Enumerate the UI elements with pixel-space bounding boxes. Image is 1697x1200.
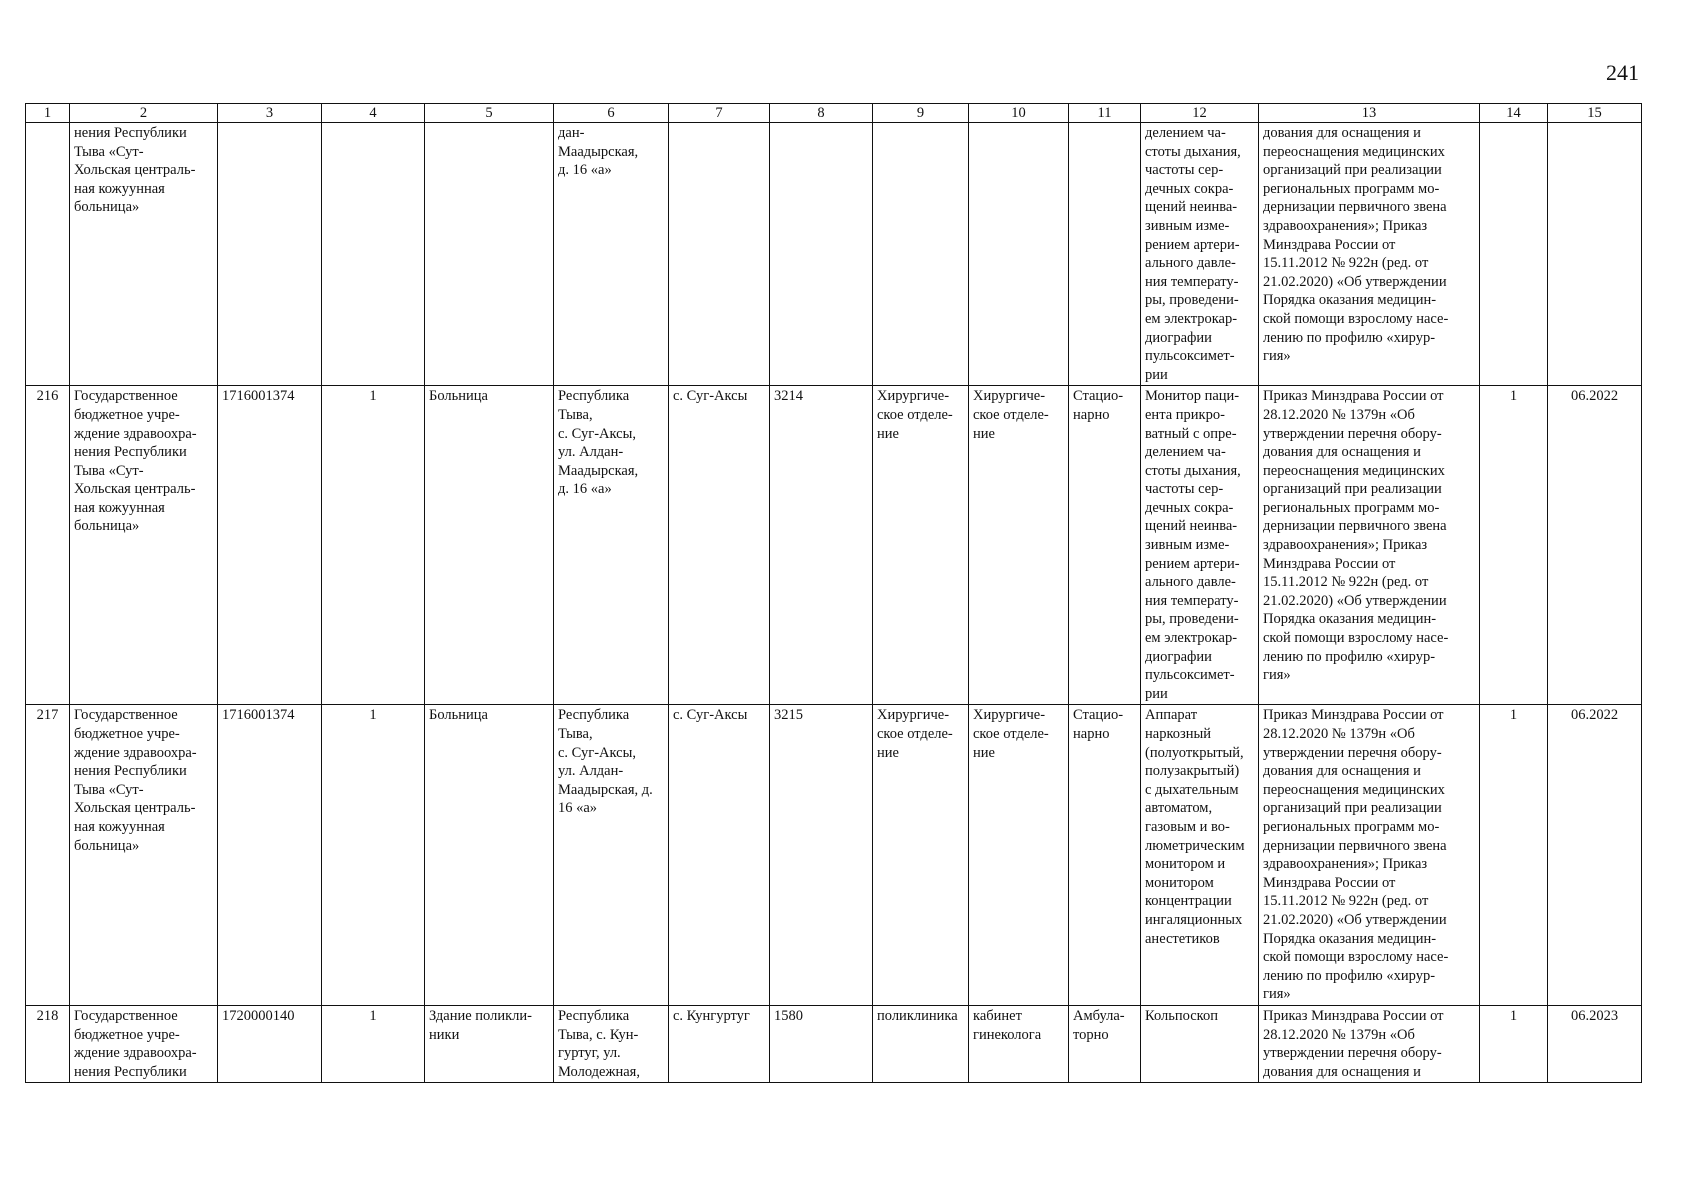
legal-basis-cell: Приказ Минздрава России от 28.12.2020 № 1379н «Об утверждении перечня обору- дования для оснащения и переоснащения медицинских организаций при реализации региональных программ мо- дернизации первичного звена здравоохранения»; Приказ Минздрава России от 15.11.2012 № 922н (ред. от 21.02.2020) «Об утверждении Порядка оказания медицин- ской помощи взрослому насе- лению по профилю «хирур- гия» xyxy=(1259,386,1480,705)
table-row xyxy=(26,123,1642,386)
page-number: 241 xyxy=(1606,60,1639,85)
date-cell: 06.2022 xyxy=(1548,705,1642,1006)
legal-basis-cell: дования для оснащения и переоснащения медицинских организаций при реализации региональных программ мо- дернизации первичного звена здравоохранения»; Приказ Минздрава России от 15.11.2012 № 922н (ред. от 21.02.2020) «Об утверждении Порядка оказания медицин- ской помощи взрослому насе- лению по профилю «хирур- гия» xyxy=(1259,123,1480,386)
building-cell xyxy=(425,123,554,386)
institution-cell: Государственное бюджетное учре- ждение здравоохра- нения Республики Тыва «Сут- Хольская централь- ная кожуунная больница» xyxy=(70,705,218,1006)
table-row xyxy=(26,386,1642,705)
equipment-cell: Монитор паци- ента прикро- ватный с опре- делением ча- стоты дыхания, частоты сер- дечных сокра- щений неинва- зивным изме- рением артери- ального давле- ния температу- ры, проведени- ем электрокар- диографии пульсоксимет- рии xyxy=(1141,386,1259,705)
equipment-count-cell xyxy=(1480,123,1548,386)
date-cell xyxy=(1548,123,1642,386)
table-row xyxy=(26,705,1642,1006)
room-cell: Хирургиче- ское отделе- ние xyxy=(969,386,1069,705)
settlement-cell: с. Суг-Аксы xyxy=(669,386,770,705)
header-cell-9: 9 xyxy=(873,104,969,123)
department-cell: Хирургиче- ское отделе- ние xyxy=(873,386,969,705)
date-cell: 06.2022 xyxy=(1548,386,1642,705)
header-cell-10: 10 xyxy=(969,104,1069,123)
room-cell xyxy=(969,123,1069,386)
equipment-count-cell: 1 xyxy=(1480,386,1548,705)
row-number-cell: 217 xyxy=(26,705,70,1006)
room-cell: кабинет гинеколога xyxy=(969,1005,1069,1082)
department-cell xyxy=(873,123,969,386)
care-form-cell: Амбула- торно xyxy=(1069,1005,1141,1082)
header-row xyxy=(26,104,1642,123)
equipment-table xyxy=(25,103,1642,1083)
address-cell: дан- Маадырская, д. 16 «а» xyxy=(554,123,669,386)
institution-cell: Государственное бюджетное учре- ждение здравоохра- нения Республики xyxy=(70,1005,218,1082)
settlement-cell: с. Суг-Аксы xyxy=(669,705,770,1006)
equipment-count-cell: 1 xyxy=(1480,705,1548,1006)
object-code-cell xyxy=(770,123,873,386)
header-cell-7: 7 xyxy=(669,104,770,123)
department-cell: поликлиника xyxy=(873,1005,969,1082)
inn-cell: 1720000140 xyxy=(218,1005,322,1082)
date-cell: 06.2023 xyxy=(1548,1005,1642,1082)
quantity-cell xyxy=(322,123,425,386)
header-cell-13: 13 xyxy=(1259,104,1480,123)
object-code-cell: 3215 xyxy=(770,705,873,1006)
building-cell: Больница xyxy=(425,386,554,705)
equipment-cell: Аппарат наркозный (полуоткрытый, полузакрытый) с дыхательным автоматом, газовым и во- люметрическим монитором и монитором концентрации ингаляционных анестетиков xyxy=(1141,705,1259,1006)
address-cell: Республика Тыва, с. Кун- гуртуг, ул. Молодежная, xyxy=(554,1005,669,1082)
institution-cell: Государственное бюджетное учре- ждение здравоохра- нения Республики Тыва «Сут- Хольская централь- ная кожуунная больница» xyxy=(70,386,218,705)
header-cell-11: 11 xyxy=(1069,104,1141,123)
department-cell: Хирургиче- ское отделе- ние xyxy=(873,705,969,1006)
quantity-cell: 1 xyxy=(322,1005,425,1082)
building-cell: Больница xyxy=(425,705,554,1006)
legal-basis-cell: Приказ Минздрава России от 28.12.2020 № 1379н «Об утверждении перечня обору- дования для оснащения и переоснащения медицинских организаций при реализации региональных программ мо- дернизации первичного звена здравоохранения»; Приказ Минздрава России от 15.11.2012 № 922н (ред. от 21.02.2020) «Об утверждении Порядка оказания медицин- ской помощи взрослому насе- лению по профилю «хирур- гия» xyxy=(1259,705,1480,1006)
building-cell: Здание поликли- ники xyxy=(425,1005,554,1082)
equipment-cell: делением ча- стоты дыхания, частоты сер- дечных сокра- щений неинва- зивным изме- рением артери- ального давле- ния температу- ры, проведени- ем электрокар- диографии пульсоксимет- рии xyxy=(1141,123,1259,386)
quantity-cell: 1 xyxy=(322,386,425,705)
legal-basis-cell: Приказ Минздрава России от 28.12.2020 № 1379н «Об утверждении перечня обору- дования для оснащения и xyxy=(1259,1005,1480,1082)
address-cell: Республика Тыва, с. Суг-Аксы, ул. Алдан- Маадырская, д. 16 «а» xyxy=(554,705,669,1006)
care-form-cell xyxy=(1069,123,1141,386)
inn-cell: 1716001374 xyxy=(218,705,322,1006)
table-row xyxy=(26,1005,1642,1082)
object-code-cell: 1580 xyxy=(770,1005,873,1082)
header-cell-14: 14 xyxy=(1480,104,1548,123)
row-number-cell: 218 xyxy=(26,1005,70,1082)
settlement-cell: с. Кунгуртуг xyxy=(669,1005,770,1082)
quantity-cell: 1 xyxy=(322,705,425,1006)
row-number-cell: 216 xyxy=(26,386,70,705)
header-cell-6: 6 xyxy=(554,104,669,123)
inn-cell: 1716001374 xyxy=(218,386,322,705)
equipment-count-cell: 1 xyxy=(1480,1005,1548,1082)
equipment-cell: Кольпоскоп xyxy=(1141,1005,1259,1082)
room-cell: Хирургиче- ское отделе- ние xyxy=(969,705,1069,1006)
header-cell-2: 2 xyxy=(70,104,218,123)
object-code-cell: 3214 xyxy=(770,386,873,705)
header-cell-1: 1 xyxy=(26,104,70,123)
header-cell-15: 15 xyxy=(1548,104,1642,123)
address-cell: Республика Тыва, с. Суг-Аксы, ул. Алдан- Маадырская, д. 16 «а» xyxy=(554,386,669,705)
institution-cell: нения Республики Тыва «Сут- Хольская централь- ная кожуунная больница» xyxy=(70,123,218,386)
header-cell-3: 3 xyxy=(218,104,322,123)
header-cell-4: 4 xyxy=(322,104,425,123)
inn-cell xyxy=(218,123,322,386)
row-number-cell xyxy=(26,123,70,386)
care-form-cell: Стацио- нарно xyxy=(1069,386,1141,705)
header-cell-8: 8 xyxy=(770,104,873,123)
header-cell-12: 12 xyxy=(1141,104,1259,123)
header-cell-5: 5 xyxy=(425,104,554,123)
settlement-cell xyxy=(669,123,770,386)
care-form-cell: Стацио- нарно xyxy=(1069,705,1141,1006)
